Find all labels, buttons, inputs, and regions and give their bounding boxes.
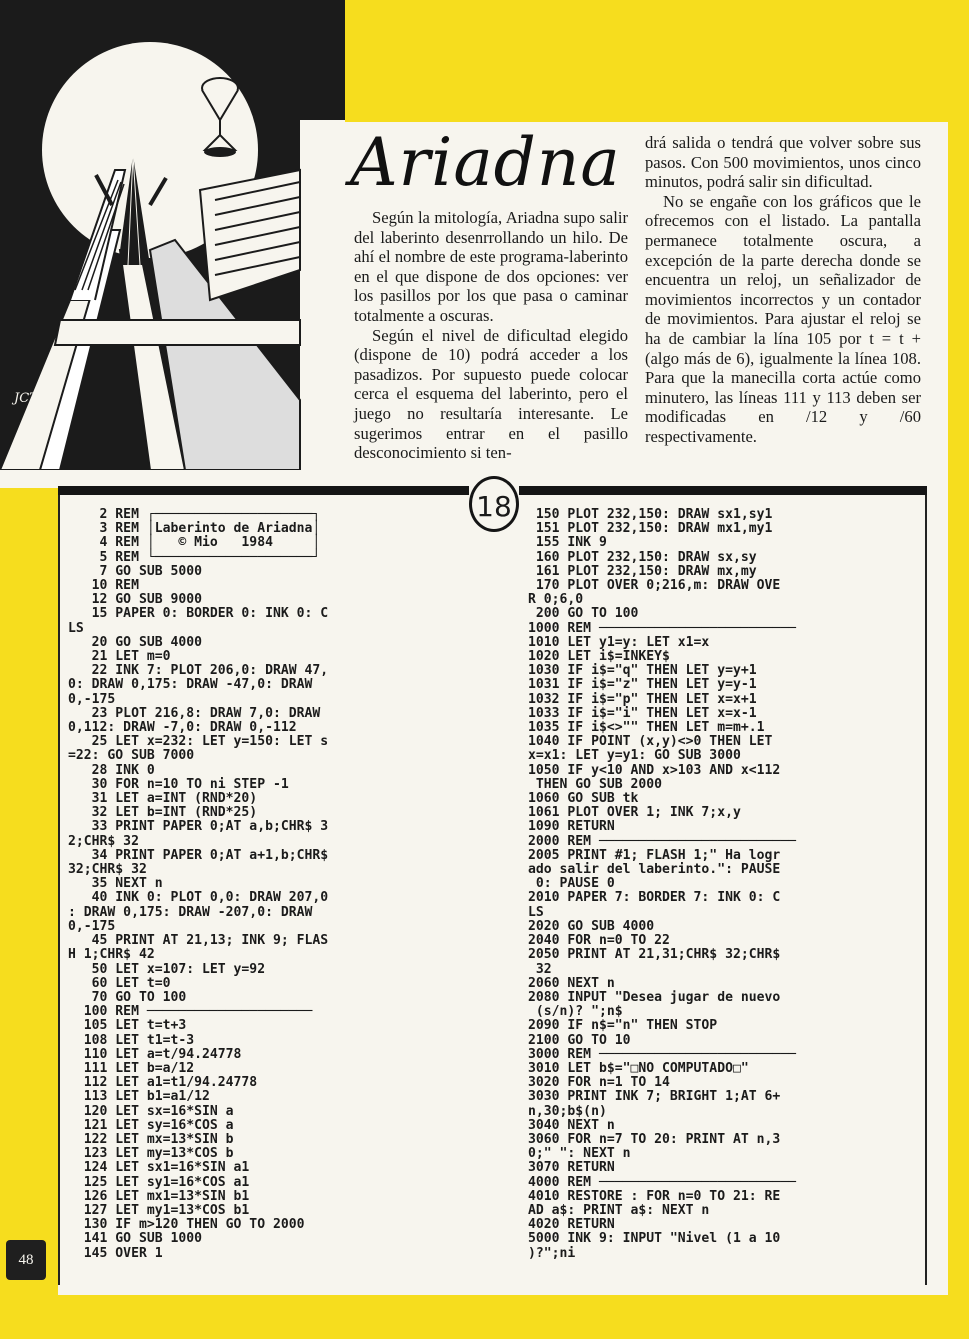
divider-rule-left [58,486,469,495]
article-title: Ariadna [350,124,621,201]
article-column-right [645,133,921,447]
paragraph: Según la mitología, Ariadna supo salir del laberinto desenrrollando un hilo. De ahí el nombre de este programa-laberinto en el que dispone de dos opciones: ver los pasillos por los que pasa o caminar totalmente a oscuras. [354,208,628,325]
page-number: 48 [6,1240,46,1280]
paragraph: No se engañe con los gráficos que le ofrecemos con el listado. La pantalla permanece totalmente oscura, a excepción de la parte derecha donde se encuentra un reloj, un señalizador de movimientos incorrectos y un contador de movimientos. Para ajustar el reloj se ha de cambiar la lína 105 por t = t + (algo más de 6), igualmente la línea 108. Para que la manecilla corta actúe como minutero, las líneas 111 y 113 deben ser modificadas en /12 y /60 respectivamente. [645,191,921,446]
divider-rule-right [519,486,927,495]
paragraph: drá salida o tendrá que volver sobre sus pasos. Con 500 movimientos, unos cinco minutos, podrá salir sin dificultad. [645,133,921,192]
article-column-left [354,208,628,463]
paragraph: Según el nivel de dificultad elegido (dispone de 10) podrá acceder a los pasadizos. Por supuesto puede colocar cerca el esquema del laberinto, pero el juego no resultaría interesante. Le sugerimos entrar en el pasillo desconocimiento si ten- [354,325,628,463]
section-number-badge: 18 [469,476,519,532]
yellow-band-top [340,0,969,122]
illustration-signature: JCT [14,391,38,406]
yellow-band-left [0,488,58,1339]
yellow-band-bottom [0,1295,969,1339]
basic-listing-left: 2 REM ┌────────────────────┐ 3 REM │Laberinto de Ariadna│ 4 REM │ © Mio 1984 │ 5 REM └────────────────────┘ 7 GO SUB 5000 10 REM 12 GO SUB 9000 15 PAPER 0: BORDER 0: INK 0: C LS 20 GO SUB 4000 21 LET m=0 22 INK 7: PLOT 206,0: DRAW 47, 0: DRAW 0,175: DRAW -47,0: DRAW 0,-175 23 PLOT 216,8: DRAW 7,0: DRAW 0,112: DRAW -7,0: DRAW 0,-112 25 LET x=232: LET y=150: LET s =22: GO SUB 7000 28 INK 0 30 FOR n=10 TO ni STEP -1 31 LET a=INT (RND*20) 32 LET b=INT (RND*25) 33 PRINT PAPER 0;AT a,b;CHR$ 3 2;CHR$ 32 34 PRINT PAPER 0;AT a+1,b;CHR$ 32;CHR$ 32 35 NEXT n 40 INK 0: PLOT 0,0: DRAW 207,0 : DRAW 0,175: DRAW -207,0: DRAW 0,-175 45 PRINT AT 21,13; INK 9; FLAS H 1;CHR$ 42 50 LET x=107: LET y=92 60 LET t=0 70 GO TO 100 100 REM ───────────────────── 105 LET t=t+3 108 LET t1=t-3 110 LET a=t/94.24778 111 LET b=a/12 112 LET a1=t1/94.24778 113 LET b1=a1/12 120 LET sx=16*SIN a 121 LET sy=16*COS a 122 LET mx=13*SIN b 123 LET my=13*COS b 124 LET sx1=16*SIN a1 125 LET sy1=16*COS a1 126 LET mx1=13*SIN b1 127 LET my1=13*COS b1 130 IF m>120 THEN GO TO 2000 141 GO SUB 1000 145 OVER 1 [68,507,329,1261]
yellow-band-right [948,0,969,1339]
basic-listing-right: 150 PLOT 232,150: DRAW sx1,sy1 151 PLOT 232,150: DRAW mx1,my1 155 INK 9 160 PLOT 232,150: DRAW sx,sy 161 PLOT 232,150: DRAW mx,my 170 PLOT OVER 0;216,m: DRAW OVE R 0;6,0 200 GO TO 100 1000 REM ───────────────────────── 1010 LET y1=y: LET x1=x 1020 LET i$=INKEY$ 1030 IF i$="q" THEN LET y=y+1 1031 IF i$="z" THEN LET y=y-1 1032 IF i$="p" THEN LET x=x+1 1033 IF i$="i" THEN LET x=x-1 1035 IF i$<>"" THEN LET m=m+.1 1040 IF POINT (x,y)<>0 THEN LET x=x1: LET y=y1: GO SUB 3000 1050 IF y<10 AND x>103 AND x<112 THEN GO SUB 2000 1060 GO SUB tk 1061 PLOT OVER 1; INK 7;x,y 1090 RETURN 2000 REM ───────────────────────── 2005 PRINT #1; FLASH 1;" Ha logr ado salir del laberinto.": PAUSE 0: PAUSE 0 2010 PAPER 7: BORDER 7: INK 0: C LS 2020 GO SUB 4000 2040 FOR n=0 TO 22 2050 PRINT AT 21,31;CHR$ 32;CHR$ 32 2060 NEXT n 2080 INPUT "Desea jugar de nuevo (s/n)? ";n$ 2090 IF n$="n" THEN STOP 2100 GO TO 10 3000 REM ───────────────────────── 3010 LET b$="□NO COMPUTADO□" 3020 FOR n=1 TO 14 3030 PRINT INK 7; BRIGHT 1;AT 6+ n,30;b$(n) 3040 NEXT n 3060 FOR n=7 TO 20: PRINT AT n,3 0;" ": NEXT n 3070 RETURN 4000 REM ───────────────────────── 4010 RESTORE : FOR n=0 TO 21: RE AD a$: PRINT a$: NEXT n 4020 RETURN 5000 INK 9: INPUT "Nivel (1 a 10 )?";ni [528,507,797,1261]
labyrinth-illustration [0,0,345,470]
